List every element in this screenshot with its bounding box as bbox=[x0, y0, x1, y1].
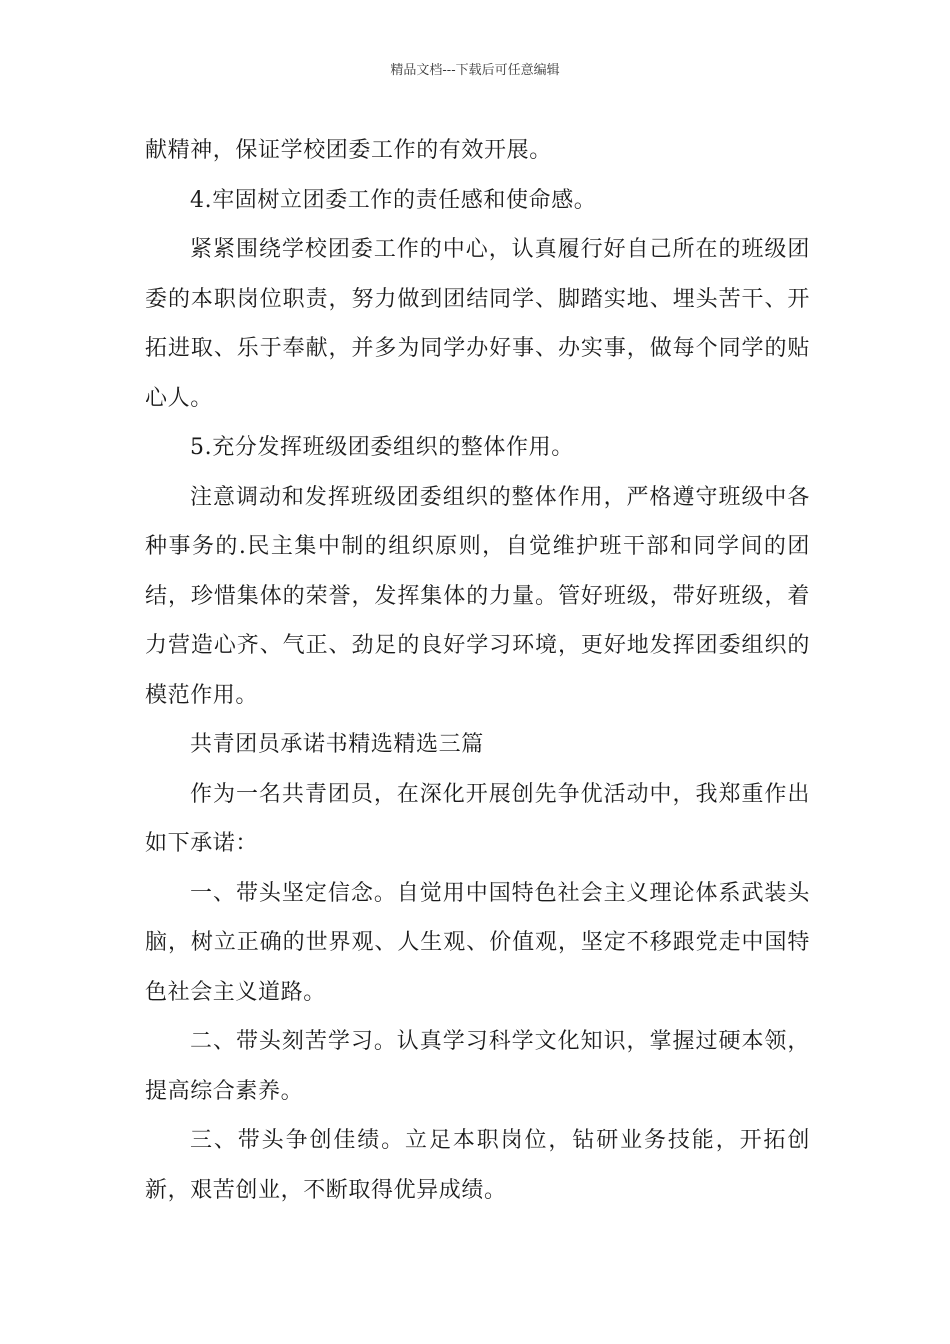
paragraph-item-5-body: 注意调动和发挥班级团委组织的整体作用，严格遵守班级中各种事务的.民主集中制的组织原则，自觉维护班干部和同学间的团结，珍惜集体的荣誉，发挥集体的力量。管好班级，带好班级，着力营造心齐、气正、劲足的良好学习环境，更好地发挥团委组织的模范作用。 bbox=[145, 484, 810, 708]
paragraph-item-5-heading: 5.充分发挥班级团委组织的整体作用。 bbox=[190, 435, 574, 460]
section-title: 共青团员承诺书精选精选三篇 bbox=[190, 732, 484, 757]
paragraph-pledge-3: 三、带头争创佳绩。立足本职岗位，钻研业务技能，开拓创新，艰苦创业，不断取得优异成绩。 bbox=[145, 1128, 810, 1203]
paragraph-pledge-1: 一、带头坚定信念。自觉用中国特色社会主义理论体系武装头脑，树立正确的世界观、人生观、价值观，坚定不移跟党走中国特色社会主义道路。 bbox=[145, 880, 810, 1005]
paragraph-item-4-heading: 4.牢固树立团委工作的责任感和使命感。 bbox=[190, 187, 597, 213]
paragraph-continuation: 献精神，保证学校团委工作的有效开展。 bbox=[145, 138, 552, 163]
document-body bbox=[145, 126, 810, 1215]
paragraph-intro: 作为一名共青团员，在深化开展创先争优活动中，我郑重作出如下承诺： bbox=[145, 781, 810, 856]
paragraph-item-4-body: 紧紧围绕学校团委工作的中心，认真履行好自己所在的班级团委的本职岗位职责，努力做到团结同学、脚踏实地、埋头苦干、开拓进取、乐于奉献，并多为同学办好事、办实事，做每个同学的贴心人。 bbox=[145, 237, 810, 411]
page-header: 精品文档---下载后可任意编辑 bbox=[390, 63, 560, 78]
paragraph-pledge-2: 二、带头刻苦学习。认真学习科学文化知识，掌握过硬本领，提高综合素养。 bbox=[145, 1029, 810, 1104]
